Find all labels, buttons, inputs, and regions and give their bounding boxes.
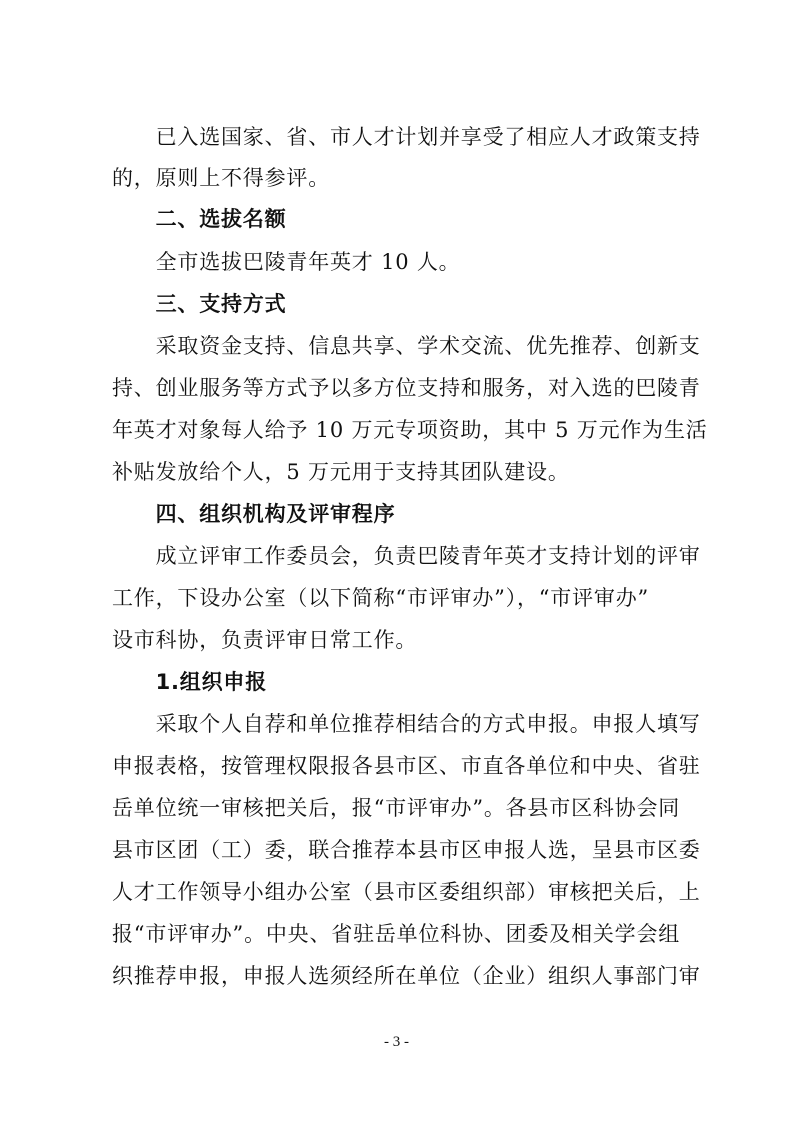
- section-heading-2: 二、选拔名额: [112, 207, 287, 231]
- paragraph-line: 报“市评审办”。中央、省驻岳单位科协、团委及相关学会组: [112, 922, 681, 946]
- page-number: - 3 -: [384, 1034, 409, 1050]
- paragraph-line: 已入选国家、省、市人才计划并享受了相应人才政策支持: [112, 125, 701, 149]
- paragraph-line: 年英才对象每人给予 10 万元专项资助，其中 5 万元作为生活: [112, 418, 708, 442]
- paragraph-line: 采取资金支持、信息共享、学术交流、优先推荐、创新支: [112, 334, 701, 358]
- paragraph-line: 持、创业服务等方式予以多方位支持和服务，对入选的巴陵青: [112, 376, 701, 400]
- paragraph-line: 申报表格，按管理权限报各县市区、市直各单位和中央、省驻: [112, 754, 701, 778]
- paragraph-line: 人才工作领导小组办公室（县市区委组织部）审核把关后，上: [112, 880, 701, 904]
- paragraph-line: 补贴发放给个人，5 万元用于支持其团队建设。: [112, 460, 570, 484]
- paragraph-line: 岳单位统一审核把关后，报“市评审办”。各县市区科协会同: [112, 796, 681, 820]
- subsection-heading-1: 1.组织申报: [112, 670, 267, 694]
- paragraph-line: 工作，下设办公室（以下简称“市评审办”），“市评审办”: [112, 586, 650, 610]
- section-heading-4: 四、组织机构及评审程序: [112, 502, 396, 526]
- paragraph-line: 全市选拔巴陵青年英才 10 人。: [112, 250, 461, 274]
- paragraph-line: 的，原则上不得参评。: [112, 166, 330, 190]
- paragraph-line: 成立评审工作委员会，负责巴陵青年英才支持计划的评审: [112, 544, 701, 568]
- paragraph-line: 县市区团（工）委，联合推荐本县市区申报人选，呈县市区委: [112, 838, 701, 862]
- section-heading-3: 三、支持方式: [112, 292, 287, 316]
- paragraph-line: 采取个人自荐和单位推荐相结合的方式申报。申报人填写: [112, 712, 701, 736]
- paragraph-line: 织推荐申报，申报人选须经所在单位（企业）组织人事部门审: [112, 964, 701, 988]
- paragraph-line: 设市科协，负责评审日常工作。: [112, 628, 418, 652]
